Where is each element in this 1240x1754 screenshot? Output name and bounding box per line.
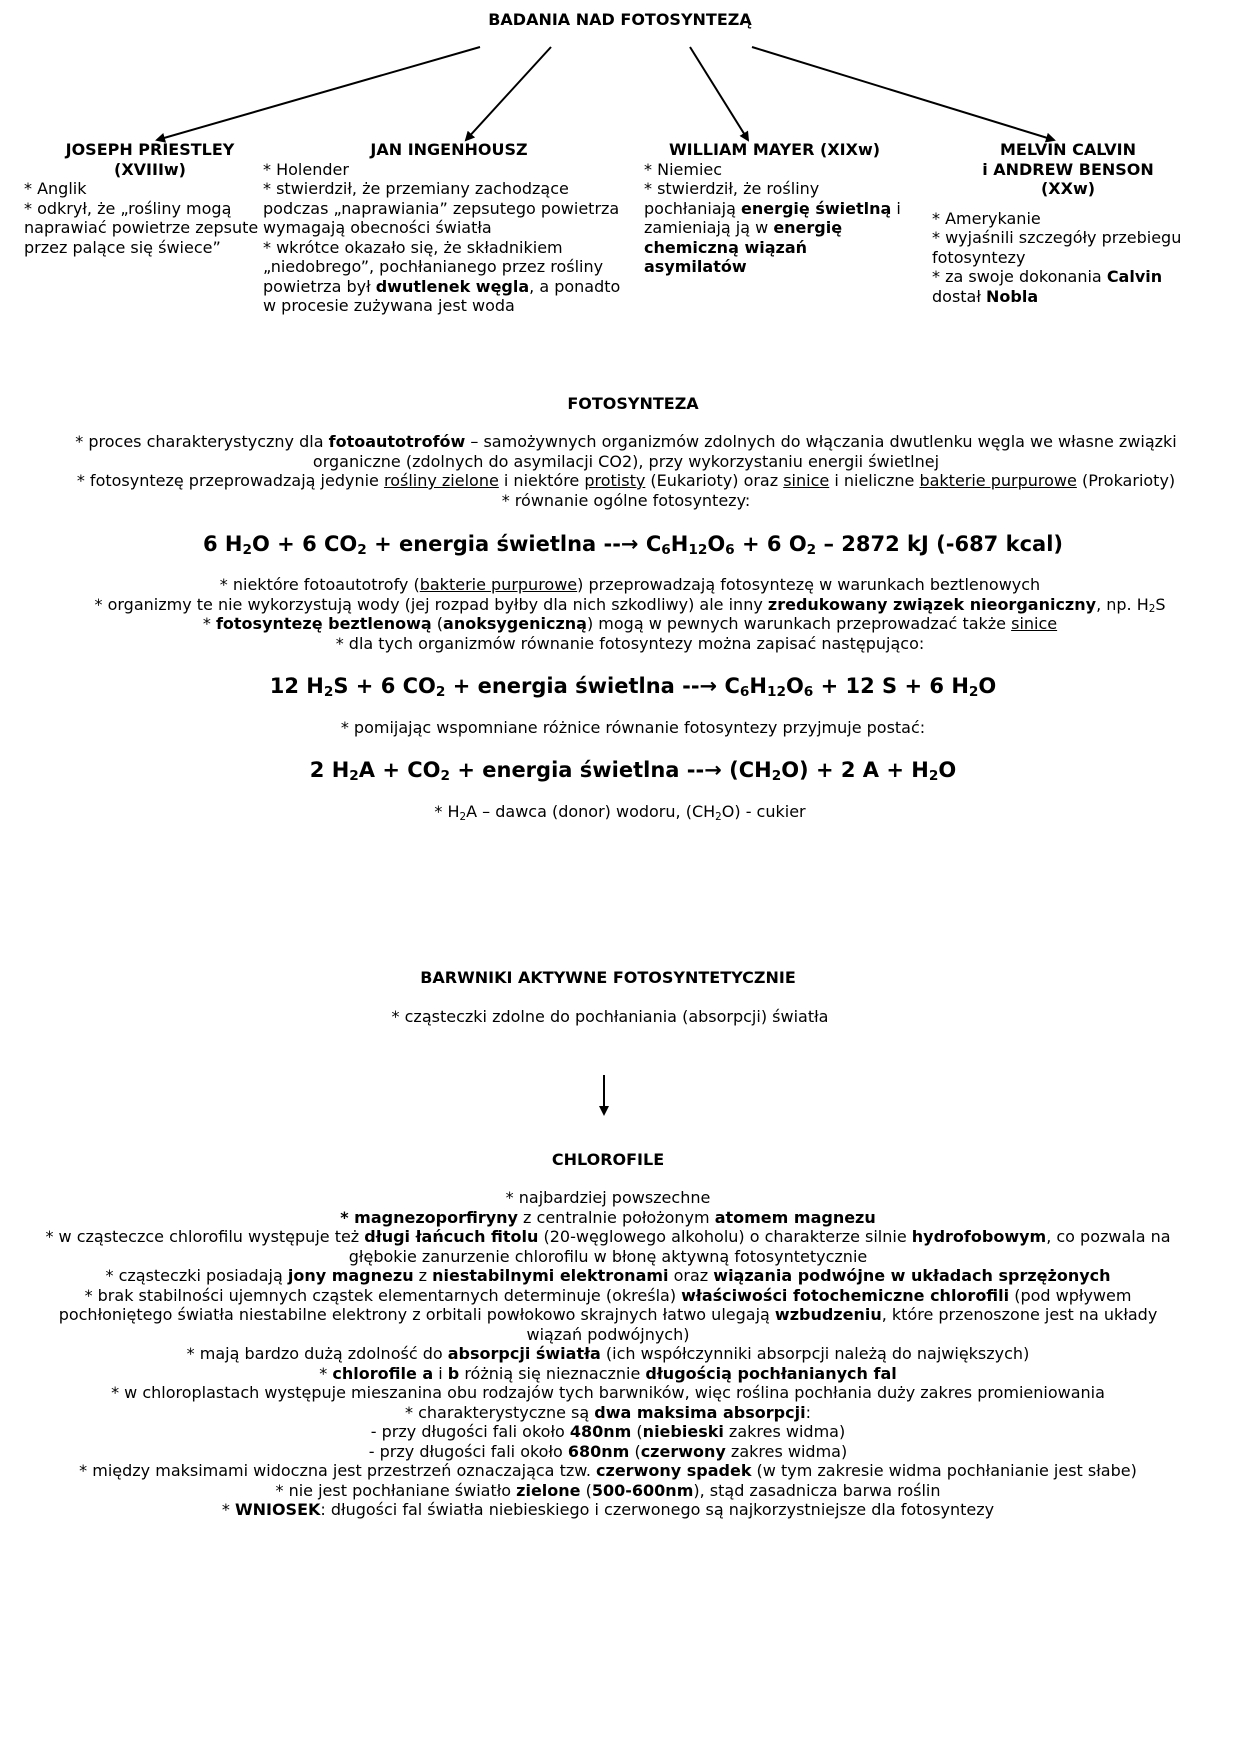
scientist-name — [263, 140, 653, 160]
text-line: „niedobrego”, pochłanianego przez rośliny — [263, 257, 604, 276]
arrow-to-mayer — [690, 47, 748, 140]
scientist-name-line: i ANDREW BENSON — [982, 159, 1154, 179]
text-line: * dla tych organizmów równanie fotosyntezy można zapisać następująco: — [335, 633, 925, 653]
text-line: podczas „naprawiania” zepsutego powietrza — [263, 198, 620, 218]
text-line: naprawiać powietrze zepsute — [24, 218, 259, 237]
fotosynteza-anoxygenic-text — [20, 575, 1240, 653]
equation-oxygenic: 6 $H_2O + 6$ $CO_2$ + energia świetlna --→ $C_6H_{12}O_6 + 6$ $O_2 - 2872$ kJ (-687 kcal) — [203, 532, 1063, 559]
scientist-description — [932, 209, 1207, 307]
text-line: * nie jest pochłaniane światło zielone (500-600nm), stąd zasadnicza barwa roślin — [275, 1480, 941, 1500]
text-line: głębokie zanurzenie chlorofilu w błonę aktywną fotosyntetycznie — [348, 1246, 868, 1266]
equation-general: 2 $H_2A + CO_2$ + energia świetlna --→ $(CH_2O) + 2$ $A + H_2O$ — [309, 758, 957, 785]
text-line: * Holender — [263, 159, 349, 179]
scientist-name — [932, 140, 1204, 199]
fotosynteza-general-note — [0, 718, 1240, 738]
text-line: powietrza był dwutlenek węgla, a ponadto — [263, 276, 621, 296]
text-line: * odkrył, że „rośliny mogą — [24, 198, 232, 218]
fotosynteza-heading: FOTOSYNTEZA — [567, 394, 699, 413]
text-line: asymilatów — [644, 257, 747, 276]
chlorofile-heading: CHLOROFILE — [551, 1150, 665, 1169]
scientist-name — [24, 140, 276, 179]
text-line: * między maksimami widoczna jest przestrzeń oznaczająca tzw. czerwony spadek (w tym zakresie widma pochłanianie jest słabe) — [79, 1461, 1137, 1480]
text-line: * WNIOSEK: długości fal światła niebieskiego i czerwonego są najkorzystniejsze dla fotosyntezy — [221, 1500, 995, 1519]
text-line: * stwierdził, że rośliny — [644, 179, 820, 198]
scientist-name — [644, 140, 914, 160]
text-line: * wkrótce okazało się, że składnikiem — [263, 237, 563, 257]
fotosynteza-legend — [0, 802, 1240, 822]
barwniki-heading: BARWNIKI AKTYWNE FOTOSYNTETYCZNIE — [420, 968, 796, 987]
text-line: organiczne (zdolnych do asymilacji CO2), przy wykorzystaniu energii świetlnej — [312, 451, 940, 471]
text-line: * mają bardzo dużą zdolność do absorpcji światła (ich współczynniki absorpcji należą do największych) — [186, 1344, 1030, 1363]
text-line: - przy długości fali około 480nm (niebieski zakres widma) — [370, 1422, 846, 1441]
text-line: zamieniają ją w energię — [644, 218, 843, 237]
scientist-name-line: JAN INGENHOUSZ — [370, 140, 528, 159]
page-title: BADANIA NAD FOTOSYNTEZĄ — [488, 10, 752, 29]
text-line: * brak stabilności ujemnych cząstek elementarnych determinuje (określa) właściwości fotochemiczne chlorofili (pod wpływem — [84, 1285, 1132, 1305]
scientist-mayer — [644, 140, 914, 277]
scientist-description — [263, 160, 653, 316]
text-line: * wyjaśnili szczegóły przebiegu — [932, 228, 1182, 247]
text-line: * fotosyntezę przeprowadzają jedynie rośliny zielone i niektóre protisty (Eukarioty) oraz sinice i nieliczne bakterie purpurowe (Prokarioty) — [76, 471, 1176, 490]
text-line: * pomijając wspomniane różnice równanie fotosyntezy przyjmuje postać: — [340, 718, 926, 737]
arrow-to-priestley — [157, 47, 480, 140]
text-line: * proces charakterystyczny dla fotoautotrofów – samożywnych organizmów zdolnych do włączania dwutlenku węgla we własne związki — [75, 432, 1177, 451]
scientist-name-line: (XVIIIw) — [114, 159, 186, 179]
arrow-to-ingenhousz — [466, 47, 551, 140]
text-line: * charakterystyczne są dwa maksima absorpcji: — [405, 1402, 811, 1422]
text-line: * najbardziej powszechne — [505, 1188, 711, 1207]
barwniki-text — [0, 1007, 1220, 1027]
scientist-priestley — [24, 140, 276, 257]
chlorofile-text — [10, 1188, 1206, 1520]
text-line: * organizmy te nie wykorzystują wody (jej rozpad byłby dla nich szkodliwy) ale inny zredukowany związek nieorganiczny, np. $H_2S$ — [94, 594, 1166, 616]
scientist-description — [644, 160, 914, 277]
text-line: * cząsteczki zdolne do pochłaniania (absorpcji) światła — [391, 1007, 829, 1026]
text-line: * Niemiec — [644, 159, 723, 179]
text-line: wiązań podwójnych) — [526, 1324, 690, 1344]
arrow-to-calvin — [752, 47, 1054, 140]
text-line: * cząsteczki posiadają jony magnezu z niestabilnymi elektronami oraz wiązania podwójne w układach sprzężonych — [105, 1266, 1111, 1285]
text-line: * stwierdził, że przemiany zachodzące — [263, 179, 569, 198]
fotosynteza-intro — [40, 432, 1212, 510]
text-line: * w chloroplastach występuje mieszanina obu rodzajów tych barwników, więc roślina pochłania duży zakres promieniowania — [111, 1383, 1105, 1402]
text-line: * niektóre fotoautotrofy (bakterie purpurowe) przeprowadzają fotosyntezę w warunkach beztlenowych — [219, 575, 1041, 594]
text-line: wymagają obecności światła — [263, 218, 492, 237]
text-line: * chlorofile a i b różnią się nieznacznie długością pochłanianych fal — [319, 1363, 897, 1383]
text-line: * Anglik — [24, 179, 87, 198]
scientist-name-line: MELVIN CALVIN — [1000, 140, 1136, 159]
scientist-name-line: (XXw) — [1040, 179, 1096, 198]
text-line: fotosyntezy — [932, 247, 1026, 267]
text-line: przez palące się świece” — [24, 237, 221, 257]
text-line: * za swoje dokonania Calvin — [932, 267, 1163, 286]
text-line: dostał Nobla — [932, 286, 1039, 306]
scientist-ingenhousz — [263, 140, 653, 316]
text-line: chemiczną wiązań — [644, 237, 807, 257]
text-line: * w cząsteczce chlorofilu występuje też długi łańcuch fitolu (20-węglowego alkoholu) o charakterze silnie hydrofobowym, co pozwala na — [45, 1227, 1171, 1246]
text-line: * magnezoporfiryny z centralnie położonym atomem magnezu — [340, 1207, 876, 1227]
scientist-name-line: WILLIAM MAYER (XIXw) — [669, 140, 881, 159]
text-line: * Amerykanie — [932, 208, 1041, 228]
text-line: - przy długości fali około 680nm (czerwony zakres widma) — [368, 1441, 848, 1461]
text-line: * $H_2A$ – dawca (donor) wodoru, $(CH_2O)$ - cukier — [434, 802, 806, 823]
scientist-calvin — [932, 140, 1207, 306]
text-line: pochłoniętego światła niestabilne elektrony z orbitali powłokowo skrajnych łatwo ulegają wzbudzeniu, które przenoszone jest na układy — [58, 1305, 1158, 1324]
text-line: * równanie ogólne fotosyntezy: — [501, 490, 751, 510]
scientist-description — [24, 179, 276, 257]
scientist-name-line: JOSEPH PRIESTLEY — [65, 140, 235, 159]
text-line: pochłaniają energię świetlną i — [644, 198, 901, 218]
text-line: w procesie zużywana jest woda — [263, 296, 515, 315]
text-line: * fotosyntezę beztlenową (anoksygeniczną) mogą w pewnych warunkach przeprowadzać także sinice — [202, 614, 1058, 633]
equation-anoxygenic: 12 $H_2S + 6$ $CO_2$ + energia świetlna --→ $C_6H_{12}O_6 + 12$ S + 6 $H_2O$ — [269, 674, 997, 701]
